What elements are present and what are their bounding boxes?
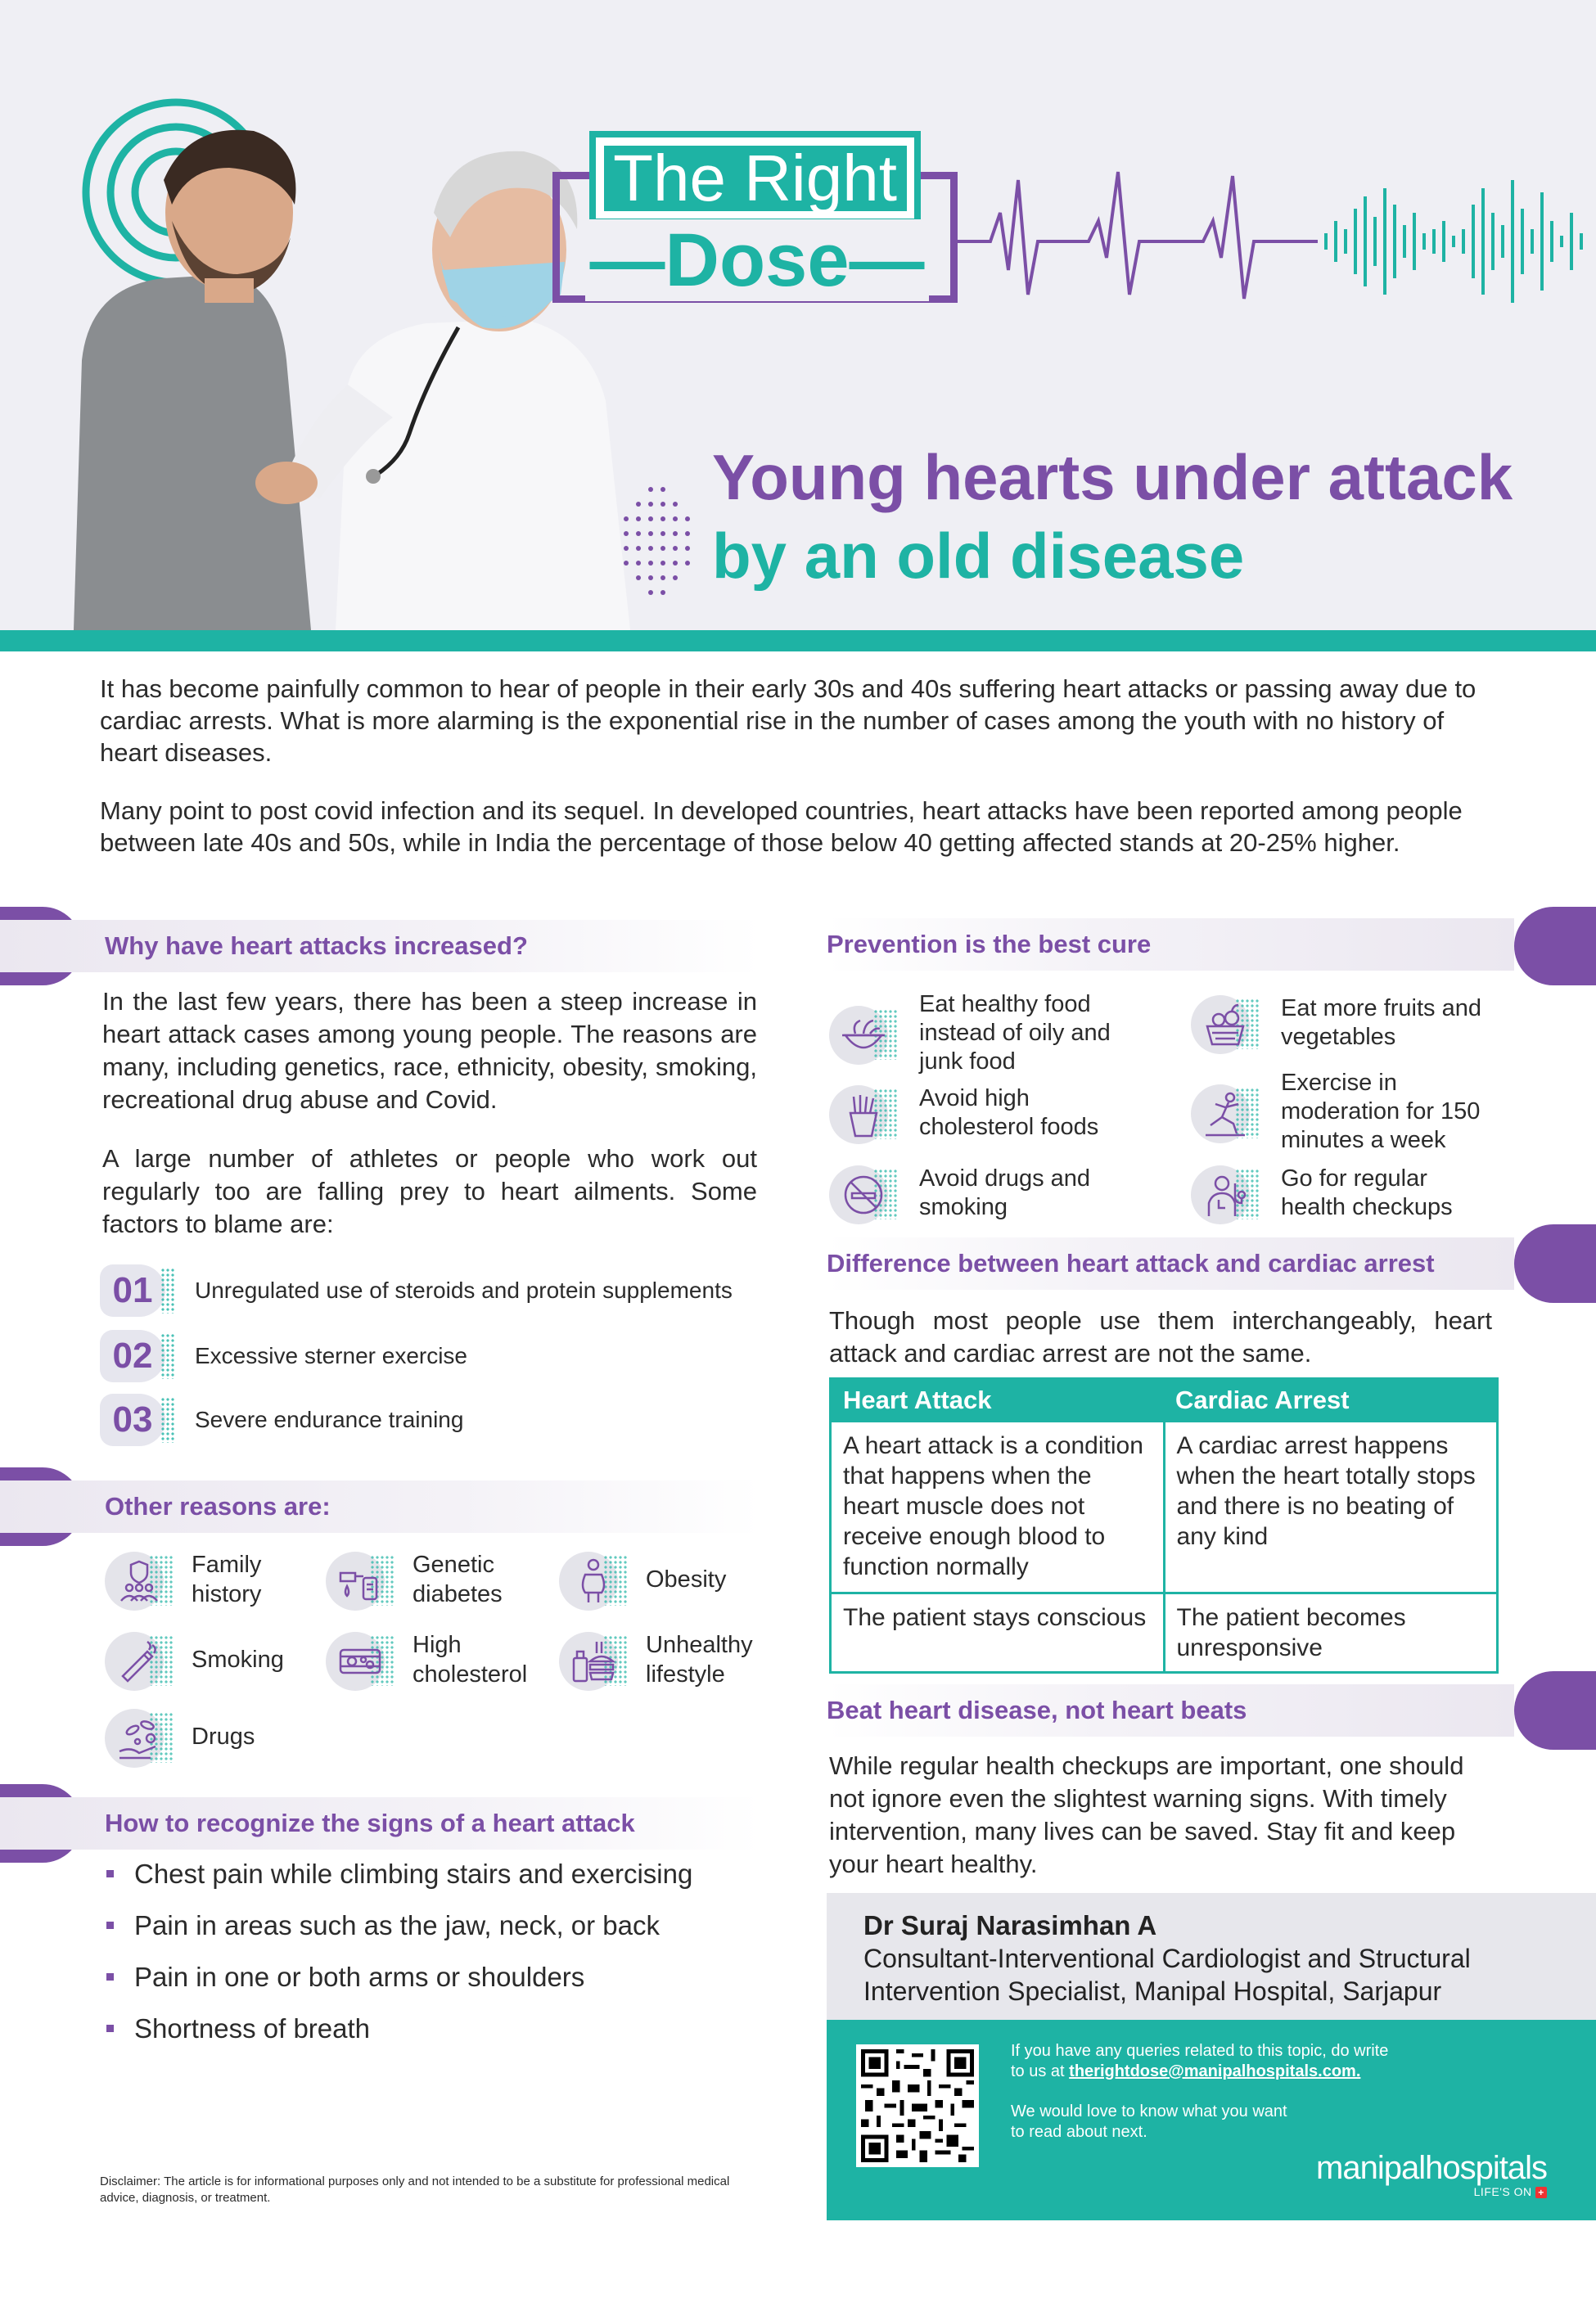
- table-header-row: [831, 1379, 1498, 1422]
- list-item: Chest pain while climbing stairs and exercising: [100, 1848, 804, 1900]
- fries-icon: [839, 1090, 888, 1139]
- why-paragraph-2: A large number of athletes or people who work out regularly too are falling prey to heart ailments. Some factors to blame are:: [102, 1144, 757, 1238]
- factor-number: 02: [100, 1330, 165, 1382]
- factor-text: Unregulated use of steroids and protein supplements: [195, 1278, 733, 1303]
- healthy-food-icon: [839, 1011, 888, 1060]
- prevention-text: Eat more fruits and vegetables: [1281, 995, 1481, 1050]
- contact-footer: [827, 2020, 1596, 2220]
- reason-line2: history: [192, 1581, 262, 1607]
- intro-paragraph-2: Many point to post covid infection and its sequel. In developed countries, heart attacks have been reported among people between late 40s and 50s, while in India the percentage of those below 40 getting affected stands at 20-25% higher.: [100, 796, 1463, 857]
- beat-paragraph: While regular health checkups are important, one should not ignore even the slightest warning signs. With timely intervention, many lives can be saved. Stay fit and keep your heart healthy.: [829, 1751, 1464, 1878]
- family-icon: [115, 1557, 164, 1606]
- footer-text: [1011, 2041, 1469, 2143]
- email-link[interactable]: therightdose@manipalhospitals.com.: [1069, 2062, 1361, 2080]
- section-heading-signs: [0, 1797, 761, 1850]
- diabetes-icon: [336, 1557, 385, 1606]
- exercise-icon: [1201, 1089, 1250, 1138]
- fruit-basket-icon: [1201, 1000, 1250, 1049]
- factor-text: Severe endurance training: [195, 1407, 464, 1432]
- reason-line1: Drugs: [192, 1724, 255, 1750]
- author-role-line1: Consultant-Interventional Cardiologist and Structural: [863, 1944, 1471, 1973]
- factor-item: [100, 1262, 733, 1319]
- no-smoking-icon: [839, 1170, 888, 1219]
- reason-line2: cholesterol: [413, 1661, 528, 1688]
- reason-line1: Genetic: [413, 1552, 494, 1578]
- junk-food-icon: [569, 1637, 618, 1686]
- page-title: [712, 438, 1580, 595]
- author-box: [827, 1893, 1596, 2020]
- prevention-item: [829, 1160, 1181, 1226]
- disclaimer: Disclaimer: The article is for informational purposes only and not intended to be a substitute for professional medical advice, diagnosis, or treatment.: [100, 2175, 730, 2205]
- brand-plus-icon: +: [1535, 2187, 1547, 2198]
- brand-name: manipalhospitals: [1316, 2150, 1547, 2186]
- why-paragraph-1: In the last few years, there has been a steep increase in heart attack cases among young people. The reasons are many, including genetics, race, ethnicity, obesity, smoking, recreational drug abuse and Covid.: [102, 987, 757, 1114]
- heartbeat-ecg-icon: [958, 164, 1596, 311]
- reason-line2: diabetes: [413, 1581, 503, 1607]
- table-row: [831, 1593, 1498, 1673]
- intro-section: [100, 673, 1491, 885]
- reason-line1: Family: [192, 1552, 262, 1578]
- prevention-text: Avoid drugs and smoking: [919, 1165, 1091, 1220]
- table-cell: A heart attack is a condition that happens when the heart muscle does not receive enough blood to function normally: [831, 1422, 1165, 1593]
- reason-drugs: [105, 1704, 255, 1769]
- cholesterol-icon: [336, 1637, 385, 1686]
- want-line1: We would love to know what you want: [1011, 2102, 1287, 2120]
- why-title: Why have heart attacks increased?: [105, 931, 528, 960]
- section-tab-beat: [1514, 1671, 1596, 1750]
- qr-code[interactable]: [856, 2044, 979, 2167]
- intro-paragraph-1: It has become painfully common to hear of people in their early 30s and 40s suffering heart attacks or passing away due to cardiac arrests. What is more alarming is the exponential rise in the number of cases among the youth with no history of heart diseases.: [100, 674, 1477, 767]
- list-item: Pain in one or both arms or shoulders: [100, 1951, 804, 2003]
- reason-line2: lifestyle: [646, 1661, 725, 1688]
- doctor-icon: [1201, 1170, 1250, 1219]
- drugs-icon: [115, 1714, 164, 1763]
- factor-item: [100, 1327, 467, 1385]
- table-cell: The patient stays conscious: [831, 1593, 1165, 1673]
- prevention-text: Exercise in moderation for 150 minutes a week: [1281, 1070, 1481, 1153]
- query-line1: If you have any queries related to this topic, do write: [1011, 2042, 1389, 2060]
- table-row: [831, 1422, 1498, 1593]
- reason-genetic-diabetes: [326, 1547, 503, 1612]
- prevention-text: Eat healthy food instead of oily and junk food: [919, 991, 1111, 1075]
- logo-line1: The Right: [604, 146, 907, 211]
- list-item: Shortness of breath: [100, 2003, 804, 2054]
- the-right-dose-logo: [552, 131, 962, 307]
- reason-family-history: [105, 1547, 261, 1612]
- prevention-item: [1191, 1160, 1518, 1226]
- reason-smoking: [105, 1627, 284, 1692]
- factor-number: 01: [100, 1264, 165, 1317]
- beat-title: Beat heart disease, not heart beats: [827, 1696, 1247, 1724]
- reason-obesity: [559, 1547, 726, 1612]
- table-cell: The patient becomes unresponsive: [1164, 1593, 1498, 1673]
- prevention-title: Prevention is the best cure: [827, 930, 1152, 958]
- section-heading-beat: [827, 1684, 1514, 1737]
- section-heading-other: [0, 1480, 761, 1533]
- list-item: Pain in areas such as the jaw, neck, or back: [100, 1900, 804, 1951]
- hero-header: [0, 0, 1596, 630]
- prevention-item: [1191, 1069, 1518, 1155]
- header-divider: [0, 630, 1596, 651]
- prevention-item: [829, 990, 1181, 1076]
- brand-tagline-text: LIFE'S ON: [1473, 2185, 1532, 2198]
- author-name: Dr Suraj Narasimhan A: [863, 1910, 1157, 1940]
- difference-title: Difference between heart attack and cardiac arrest: [827, 1249, 1435, 1278]
- other-title: Other reasons are:: [105, 1492, 331, 1521]
- factor-text: Excessive sterner exercise: [195, 1343, 468, 1368]
- reason-line1: High: [413, 1632, 462, 1658]
- difference-intro: Though most people use them interchangeably, heart attack and cardiac arrest are not the same.: [829, 1306, 1492, 1368]
- brand-tagline: [1316, 2185, 1547, 2198]
- want-line2: to read about next.: [1011, 2123, 1147, 2141]
- section-heading-prevention: [827, 918, 1514, 971]
- logo-top-box: [589, 131, 921, 225]
- factor-number: 03: [100, 1394, 165, 1446]
- section-heading-difference: [827, 1237, 1514, 1290]
- qr-code-icon: [861, 2049, 974, 2162]
- author-role-line2: Intervention Specialist, Manipal Hospital, Sarjapur: [863, 1976, 1442, 2006]
- column-header-cardiac-arrest: Cardiac Arrest: [1164, 1379, 1498, 1422]
- factor-item: [100, 1391, 463, 1449]
- headline-line1: Young hearts under attack: [712, 441, 1513, 513]
- reason-line1: Unhealthy: [646, 1632, 753, 1658]
- manipal-hospitals-logo: [1316, 2151, 1547, 2198]
- comparison-table: [829, 1377, 1499, 1674]
- section-tab-prevention: [1514, 907, 1596, 985]
- logo-line2: —Dose—: [585, 219, 929, 301]
- reason-line1: Smoking: [192, 1647, 284, 1673]
- signs-title: How to recognize the signs of a heart attack: [105, 1809, 635, 1837]
- table-cell: A cardiac arrest happens when the heart totally stops and there is no beating of any kind: [1164, 1422, 1498, 1593]
- prevention-item: [829, 1080, 1181, 1146]
- signs-list: [100, 1848, 804, 2054]
- obesity-icon: [569, 1557, 618, 1606]
- query-prefix: to us at: [1011, 2062, 1070, 2080]
- headline-line2: by an old disease: [712, 520, 1245, 592]
- column-header-heart-attack: Heart Attack: [831, 1379, 1165, 1422]
- section-tab-difference: [1514, 1224, 1596, 1303]
- dot-pattern-decoration: [618, 483, 700, 606]
- smoking-icon: [115, 1637, 164, 1686]
- section-heading-why: [0, 920, 761, 972]
- prevention-text: Go for regular health checkups: [1281, 1165, 1453, 1220]
- reason-unhealthy-lifestyle: [559, 1627, 753, 1692]
- prevention-item: [1191, 990, 1518, 1056]
- reason-high-cholesterol: [326, 1627, 527, 1692]
- prevention-text: Avoid high cholesterol foods: [919, 1085, 1099, 1140]
- reason-line1: Obesity: [646, 1566, 727, 1593]
